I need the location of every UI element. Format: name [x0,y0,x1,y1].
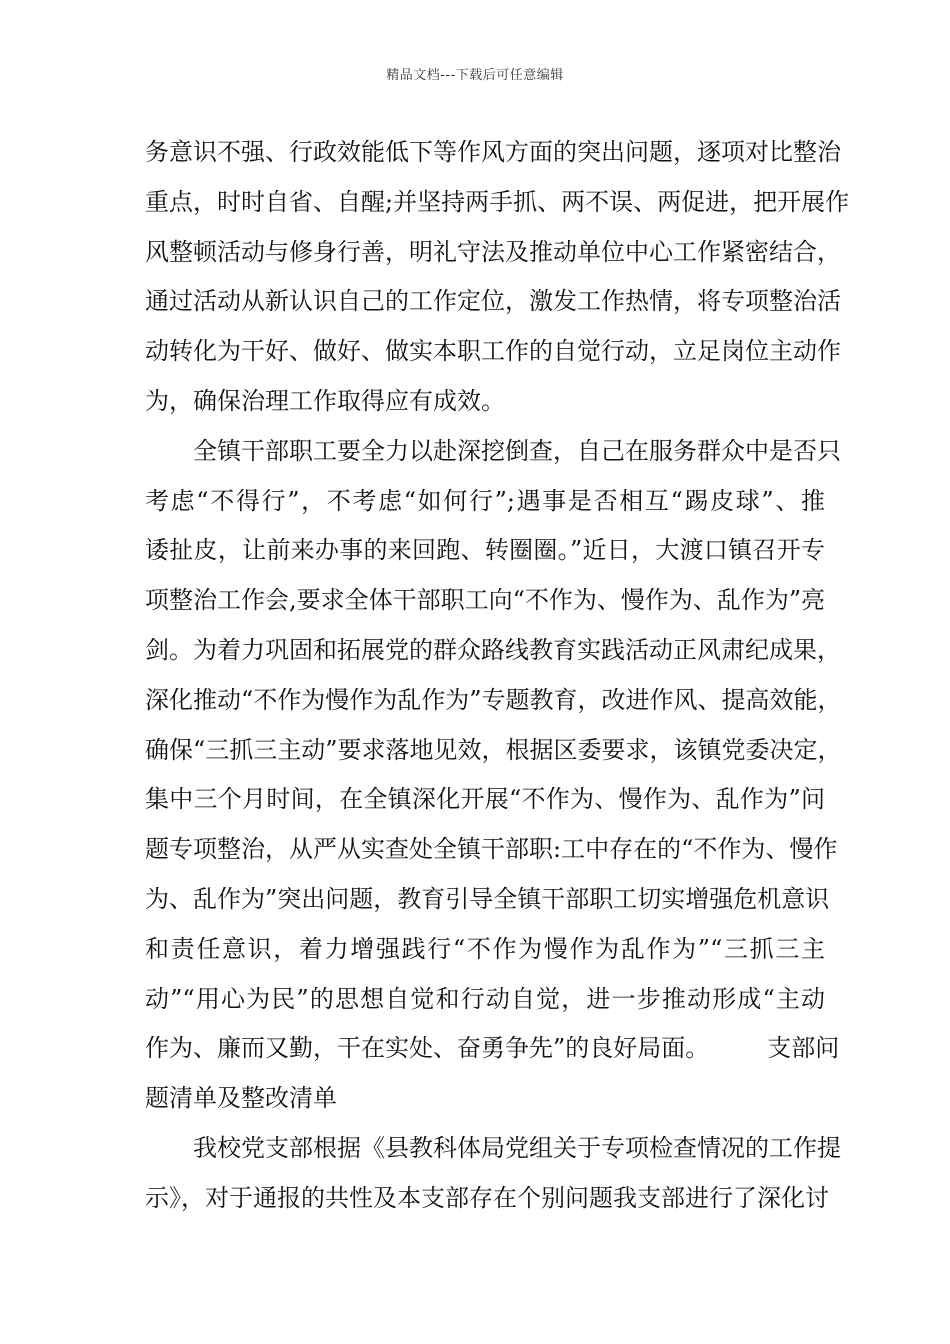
text-line: 集中三个月时间，在全镇深化开展“不作为、慢作为、乱作为”问 [145,785,825,814]
text-line: 为，确保治理工作取得应有成效。 [145,386,505,415]
text-line: 和责任意识，着力增强践行“不作为慢作为乱作为”“三抓三主 [145,934,825,963]
paragraph-first-line: 我校党支部根据《县教科体局党组关于专项检查情况的工作提 [193,1133,841,1162]
text-line: 务意识不强、行政效能低下等作风方面的突出问题，逐项对比整治 [145,138,841,166]
text-line: 题专项整治，从严从实查处全镇干部职:工中存在的“不作为、慢作 [145,835,838,864]
text-line: 项整治工作会,要求全体干部职工向“不作为、慢作为、乱作为”亮 [145,586,826,615]
page-header: 精品文档---下载后可任意编辑 [386,68,564,83]
text-line: 剑。为着力巩固和拓展党的群众路线教育实践活动正风肃纪成果， [145,635,841,664]
text-line: 为、乱作为”突出问题，教育引导全镇干部职工切实增强危机意识 [145,884,830,913]
paragraph-first-line: 全镇干部职工要全力以赴深挖倒查，自己在服务群众中是否只 [193,436,841,465]
text-line: 确保“三抓三主动”要求落地见效，根据区委要求，该镇党委决定， [145,735,842,764]
text-segment: 作为、廉而又勤，干在实处、奋勇争先”的良好局面。 [145,1034,710,1063]
section-heading-end: 题清单及整改清单 [145,1084,337,1113]
text-line: 诿扯皮，让前来办事的来回跑、转圈圈。”近日，大渡口镇召开专 [145,536,825,565]
document-body [145,128,850,1224]
text-line: 动”“用心为民”的思想自觉和行动自觉，进一步推动形成“主动 [145,984,825,1013]
text-line: 通过活动从新认识自己的工作定位，激发工作热情，将专项整治活 [145,287,841,316]
text-line: 风整顿活动与修身行善，明礼守法及推动单位中心工作紧密结合， [145,237,841,266]
text-line: 动转化为干好、做好、做实本职工作的自觉行动，立足岗位主动作 [145,337,841,366]
text-line: 考虑“不得行”，不考虑“如何行”;遇事是否相互“踢皮球”、推 [145,486,825,515]
text-line: 示》，对于通报的共性及本支部存在个别问题我支部进行了深化讨 [145,1183,829,1212]
section-heading-start: 支部问 [767,1034,840,1063]
text-line [145,1024,840,1074]
text-line: 深化推动“不作为慢作为乱作为”专题教育，改进作风、提高效能， [145,685,842,714]
text-line: 重点，时时自省、自醒;并坚持两手抓、两不误、两促进，把开展作 [145,187,850,216]
